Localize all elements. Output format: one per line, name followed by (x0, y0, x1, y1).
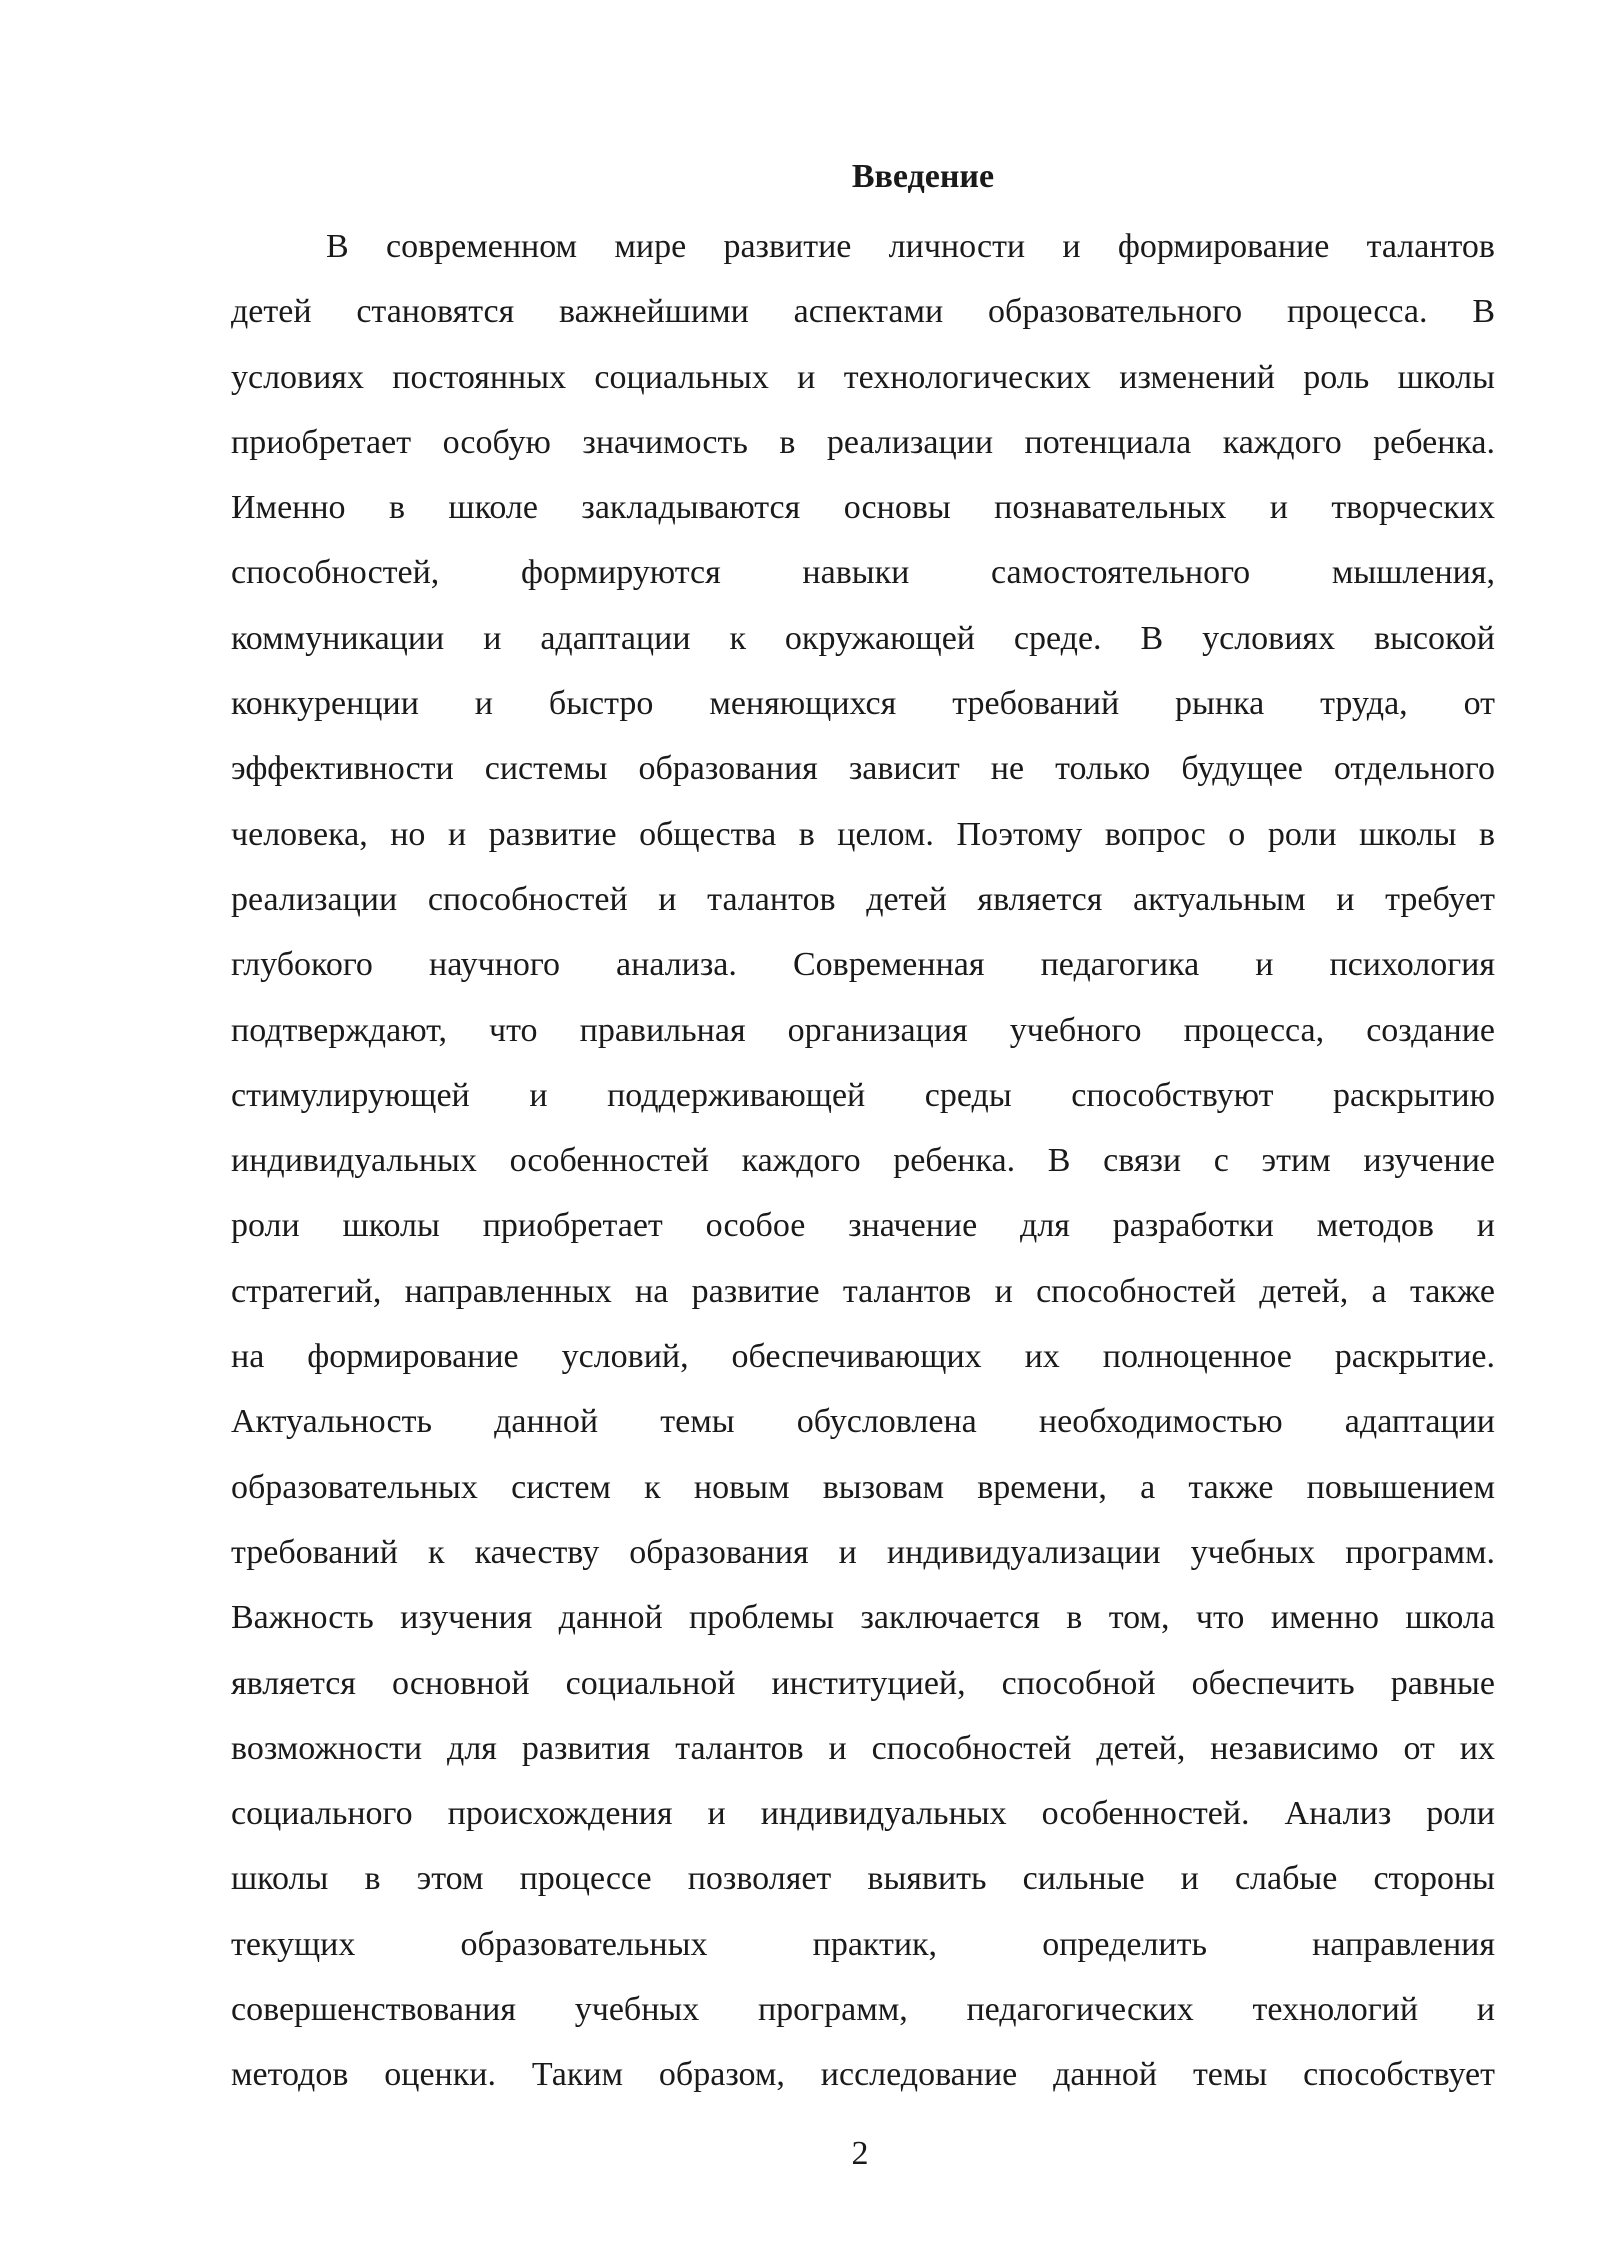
paragraph-line: социального происхождения и индивидуальных особенностей. Анализ роли (231, 1795, 1495, 1833)
paragraph-line: подтверждают, что правильная организация учебного процесса, создание (231, 1011, 1495, 1049)
section-title: Введение (851, 158, 995, 195)
paragraph-line: конкуренции и быстро меняющихся требований рынка труда, от (231, 685, 1495, 723)
paragraph-line: способностей, формируются навыки самостоятельного мышления, (231, 554, 1495, 592)
paragraph-line: В современном мире развитие личности и формирование талантов (326, 228, 1495, 265)
paragraph-line: Актуальность данной темы обусловлена необходимостью адаптации (231, 1403, 1495, 1441)
paragraph-line: эффективности системы образования зависит не только будущее отдельного (231, 750, 1495, 788)
paragraph-line: школы в этом процессе позволяет выявить сильные и слабые стороны (231, 1860, 1495, 1898)
paragraph-line: глубокого научного анализа. Современная педагогика и психология (231, 946, 1495, 984)
paragraph-line: стимулирующей и поддерживающей среды способствуют раскрытию (231, 1076, 1495, 1114)
body-paragraph (231, 214, 1495, 2108)
paragraph-line: роли школы приобретает особое значение для разработки методов и (231, 1207, 1495, 1245)
page-content (231, 150, 1495, 2108)
paragraph-line: является основной социальной институцией, способной обеспечить равные (231, 1664, 1495, 1702)
paragraph-line: возможности для развития талантов и способностей детей, независимо от их (231, 1729, 1495, 1767)
paragraph-line: на формирование условий, обеспечивающих их полноценное раскрытие. (231, 1338, 1495, 1376)
paragraph-line: индивидуальных особенностей каждого ребенка. В связи с этим изучение (231, 1142, 1495, 1180)
paragraph-line: приобретает особую значимость в реализации потенциала каждого ребенка. (231, 423, 1495, 461)
page-number: 2 (851, 2135, 869, 2172)
paragraph-line: Важность изучения данной проблемы заключается в том, что именно школа (231, 1599, 1495, 1637)
paragraph-line: стратегий, направленных на развитие талантов и способностей детей, а также (231, 1272, 1495, 1310)
paragraph-line: Именно в школе закладываются основы познавательных и творческих (231, 489, 1495, 527)
paragraph-line: условиях постоянных социальных и технологических изменений роль школы (231, 358, 1495, 396)
paragraph-line: коммуникации и адаптации к окружающей среде. В условиях высокой (231, 619, 1495, 657)
paragraph-line: методов оценки. Таким образом, исследование данной темы способствует (231, 2056, 1495, 2094)
paragraph-line: реализации способностей и талантов детей является актуальным и требует (231, 880, 1495, 918)
paragraph-line: текущих образовательных практик, определить направления (231, 1925, 1495, 1963)
paragraph-line: требований к качеству образования и индивидуализации учебных программ. (231, 1533, 1495, 1571)
paragraph-line: детей становятся важнейшими аспектами образовательного процесса. В (231, 293, 1495, 331)
paragraph-line: совершенствования учебных программ, педагогических технологий и (231, 1991, 1495, 2029)
paragraph-line: человека, но и развитие общества в целом. Поэтому вопрос о роли школы в (231, 815, 1495, 853)
paragraph-line: образовательных систем к новым вызовам времени, а также повышением (231, 1468, 1495, 1506)
